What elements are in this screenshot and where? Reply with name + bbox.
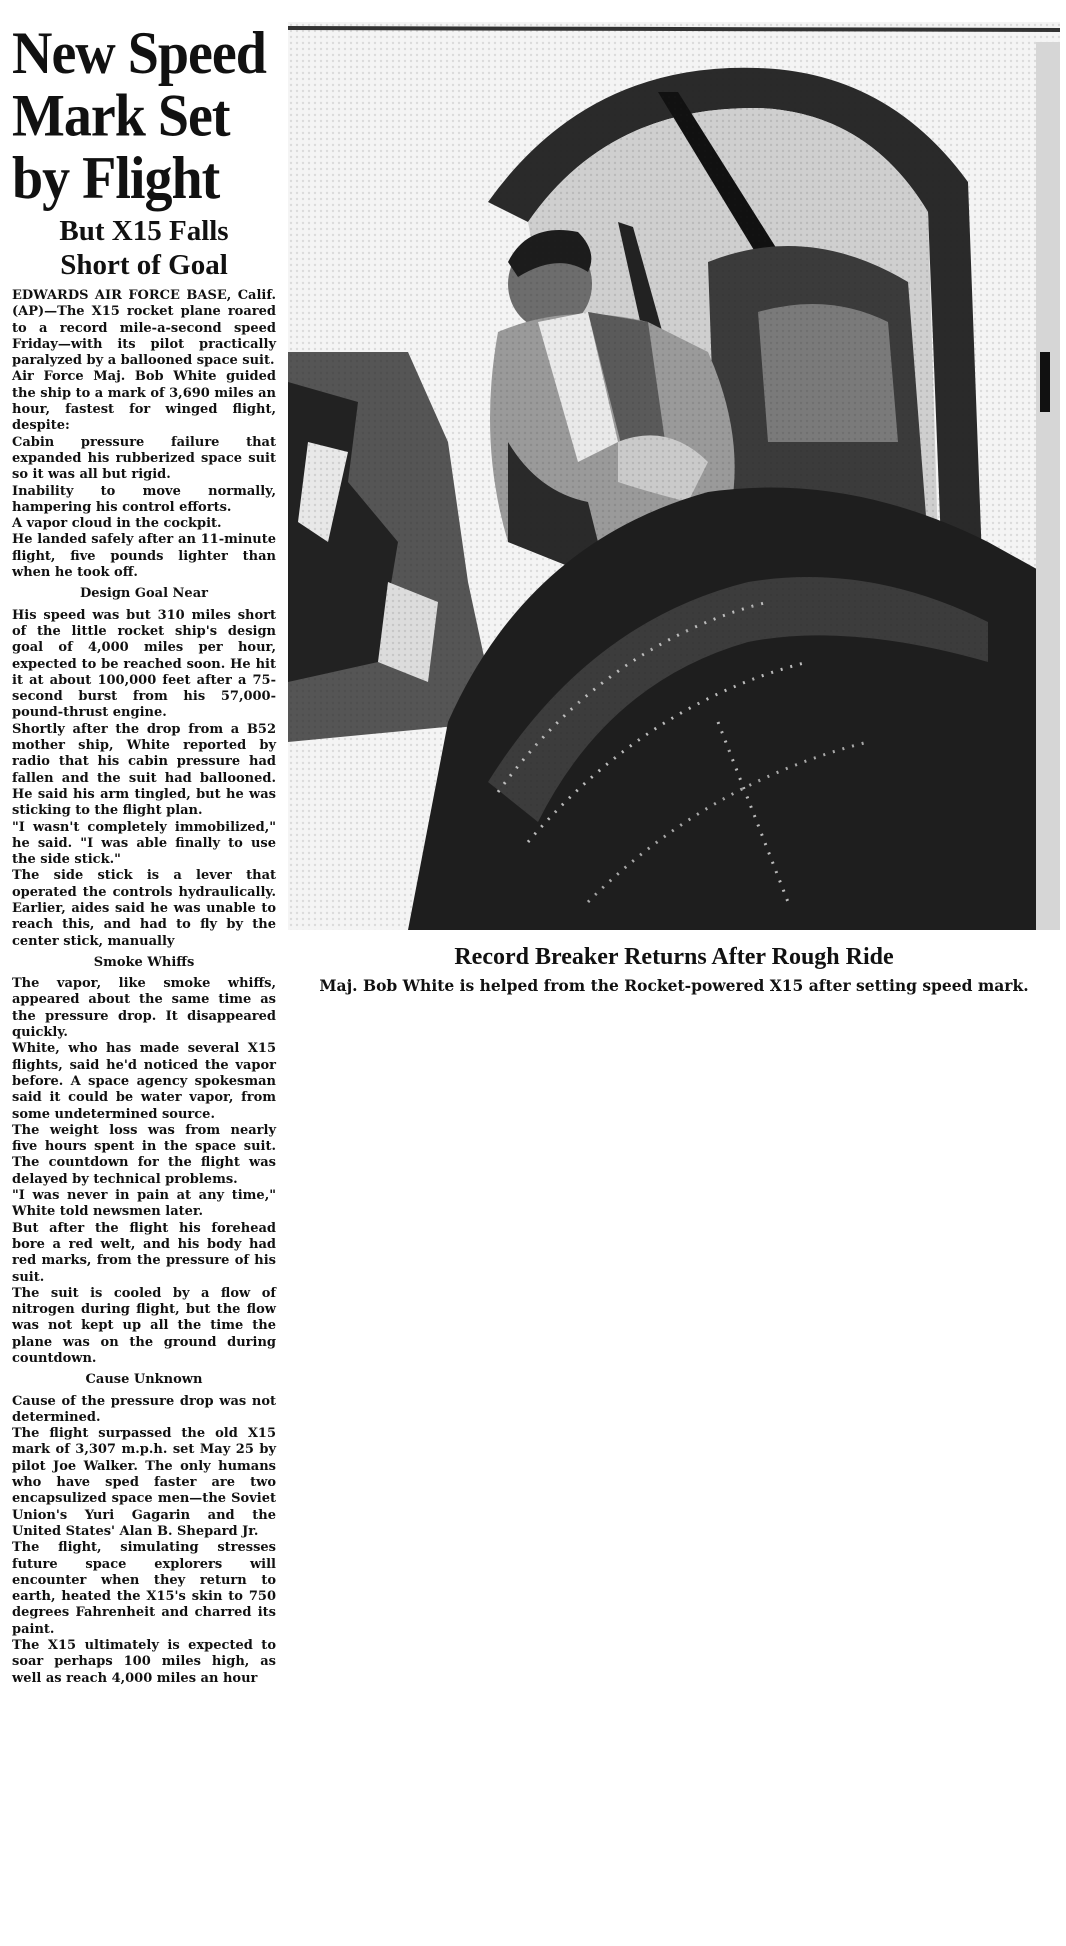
paragraph: Cabin pressure failure that expanded his rubberized space suit so it was all but rigid. [12,434,276,483]
paragraph: The vapor, like smoke whiffs, appeared about the same time as the pressure drop. It disappeared quickly. [12,976,276,1041]
dateline: EDWARDS AIR FORCE BASE, Calif. (AP) [12,288,276,320]
paragraph: Shortly after the drop from a B52 mother ship, White reported by radio that his cabin pressure had fallen and the suit had ballooned. He said his arm tingled, but he was sticking to the flight plan. [12,721,276,819]
subhead [12,214,276,282]
paragraph: The weight loss was from nearly five hours spent in the space suit. The countdown for the flight was delayed by technical problems. [12,1122,276,1187]
news-photo [288,22,1060,930]
paragraph: The flight, simulating stresses future space explorers will encounter when they return to earth, heated the X15's skin to 750 degrees Fahrenheit and charred its paint. [12,1540,276,1637]
article-column [12,19,276,1687]
headline [12,19,276,213]
headline-line: Mark Set [12,82,230,150]
paragraph: "I wasn't completely immobilized," he said. "I was able finally to use the side stick." [12,819,276,868]
photo-caption-text: Maj. Bob White is helped from the Rocket-powered X15 after setting speed mark. [319,976,1029,995]
crosshead: Cause Unknown [85,1372,203,1388]
article-body [12,288,276,1687]
headline-line: New Speed [12,19,266,87]
paragraph: —The X15 rocket plane roared to a record mile-a-second speed Friday—with its pilot practically paralyzed by a ballooned space suit. [12,304,276,369]
headline-line: by Flight [12,145,220,213]
paragraph: Air Force Maj. Bob White guided the ship to a mark of 3,690 miles an hour, fastest for winged flight, despite: [12,369,276,434]
paragraph: "I was never in pain at any time," White told newsmen later. [12,1188,276,1220]
paragraph: The suit is cooled by a flow of nitrogen during flight, but the flow was not kept up all the time the plane was on the ground during countdown. [12,1285,276,1366]
crosshead: Design Goal Near [80,586,208,602]
paragraph: But after the flight his forehead bore a red welt, and his body had red marks, from the pressure of his suit. [12,1220,276,1285]
lead-paragraph [12,288,276,369]
crosshead: Smoke Whiffs [93,954,195,970]
subhead-line: Short of Goal [60,249,228,281]
subhead-line: But X15 Falls [59,215,229,247]
paragraph: Inability to move normally, hampering his control efforts. [12,483,276,515]
paragraph: A vapor cloud in the cockpit. [12,516,222,532]
paragraph: He landed safely after an 11-minute flight, five pounds lighter than when he took off. [12,532,276,581]
photo-illustration [288,22,1060,930]
paragraph: Cause of the pressure drop was not determined. [12,1393,276,1425]
paragraph: The flight surpassed the old X15 mark of 3,307 m.p.h. set May 25 by pilot Joe Walker. The only humans who have sped faster are two encapsulized space men—the Soviet Union's Yuri Gagarin and the United States' Alan B. Shepard Jr. [12,1426,276,1539]
paragraph: The side stick is a lever that operated the controls hydraulically. Earlier, aides said he was unable to reach this, and had to fly by the center stick, manually [12,868,276,949]
paragraph: His speed was but 310 miles short of the little rocket ship's design goal of 4,000 miles per hour, expected to be reached soon. He hit it at about 100,000 feet after a 75-second burst from his 57,000-pound-thrust engine. [12,607,276,721]
paragraph: White, who has made several X15 flights, said he'd noticed the vapor before. A space agency spokesman said it could be water vapor, from some undetermined source. [12,1041,276,1122]
paragraph: The X15 ultimately is expected to soar perhaps 100 miles high, as well as reach 4,000 miles an hour [12,1638,276,1686]
photo-caption-title: Record Breaker Returns After Rough Ride [454,944,894,970]
